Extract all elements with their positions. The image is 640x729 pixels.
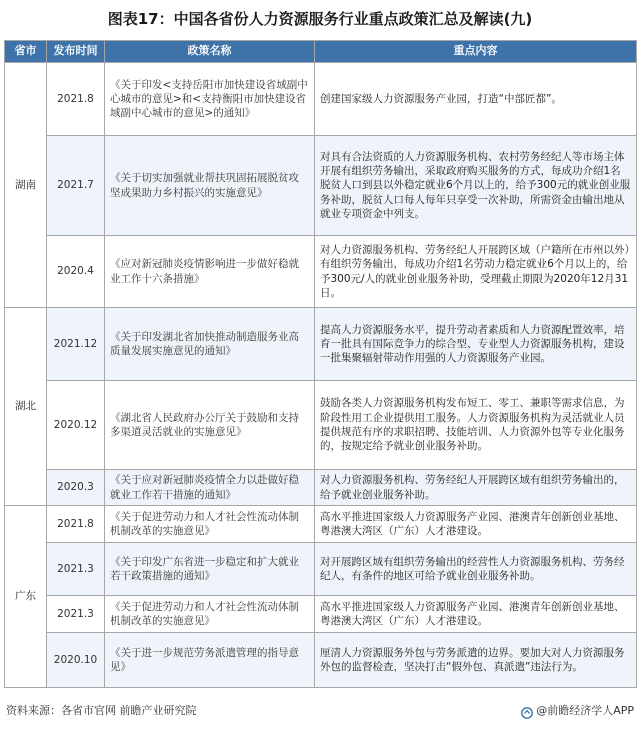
table-row xyxy=(5,308,637,381)
province-cell-hubei: 湖北 xyxy=(5,308,47,506)
header-key-content: 重点内容 xyxy=(315,41,637,63)
page-title: 图表17：中国各省份人力资源服务行业重点政策汇总及解读(九) xyxy=(107,10,533,28)
province-cell-guangdong: 广东 xyxy=(5,506,47,688)
policy-table xyxy=(4,40,637,688)
table-row xyxy=(5,63,637,136)
row-key-content: 高水平推进国家级人力资源服务产业园、港澳青年创新创业基地、粤港澳大湾区（广东）人才港建设。 xyxy=(315,596,637,633)
row-key-content: 对人力资源服务机构、劳务经纪人开展跨区域（户籍所在市州以外）有组织劳务输出，每成功介绍1名劳动力稳定就业6个月以上的，给予300元/人的就业创业服务补助，受理截止期限为2020年12月31日。 xyxy=(315,236,637,308)
table-row xyxy=(5,236,637,308)
row-policy-name: 《关于促进劳动力和人才社会性流动体制机制改革的实施意见》 xyxy=(105,506,315,543)
row-time: 2021.3 xyxy=(47,596,105,633)
header-time: 发布时间 xyxy=(47,41,105,63)
header-province: 省市 xyxy=(5,41,47,63)
row-key-content: 创建国家级人力资源服务产业园，打造“中部匠都”。 xyxy=(315,63,637,136)
table-row xyxy=(5,136,637,236)
table-row xyxy=(5,506,637,543)
row-policy-name: 《关于切实加强就业帮扶巩固拓展脱贫攻坚成果助力乡村振兴的实施意见》 xyxy=(105,136,315,236)
row-policy-name: 《关于印发广东省进一步稳定和扩大就业若干政策措施的通知》 xyxy=(105,543,315,596)
brand-credit xyxy=(521,700,634,722)
row-time: 2020.3 xyxy=(47,470,105,506)
row-time: 2021.8 xyxy=(47,506,105,543)
row-time: 2021.3 xyxy=(47,543,105,596)
table-row xyxy=(5,596,637,633)
row-policy-name: 《湖北省人民政府办公厅关于鼓励和支持多渠道灵活就业的实施意见》 xyxy=(105,381,315,470)
header-policy-name: 政策名称 xyxy=(105,41,315,63)
row-policy-name: 《关于进一步规范劳务派遣管理的指导意见》 xyxy=(105,633,315,688)
row-policy-name: 《关于印发<支持岳阳市加快建设省域副中心城市的意见>和<支持衡阳市加快建设省域副中心城市的意见>的通知》 xyxy=(105,63,315,136)
row-policy-name: 《关于应对新冠肺炎疫情全力以赴做好稳就业工作若干措施的通知》 xyxy=(105,470,315,506)
row-key-content: 厘清人力资源服务外包与劳务派遣的边界。要加大对人力资源服务外包的监督检查，坚决打击“假外包、真派遣”违法行为。 xyxy=(315,633,637,688)
row-key-content: 对具有合法资质的人力资源服务机构、农村劳务经纪人等市场主体开展有组织劳务输出，采取政府购买服务的方式，每成功介绍1名脱贫人口到县以外稳定就业6个月以上的，给予300元的就业创业服务补助，脱贫人口每人每年只享受一次补助，所需资金由输出地从就业专项资金中列支。 xyxy=(315,136,637,236)
row-time: 2020.4 xyxy=(47,236,105,308)
row-time: 2020.12 xyxy=(47,381,105,470)
row-time: 2021.7 xyxy=(47,136,105,236)
table-row xyxy=(5,543,637,596)
brand-label: @前瞻经济学人APP xyxy=(536,704,634,717)
row-policy-name: 《关于促进劳动力和人才社会性流动体制机制改革的实施意见》 xyxy=(105,596,315,633)
row-time: 2020.10 xyxy=(47,633,105,688)
row-key-content: 对开展跨区域有组织劳务输出的经营性人力资源服务机构、劳务经纪人，有条件的地区可给予就业创业服务补助。 xyxy=(315,543,637,596)
source-note: 资料来源：各省市官网 前瞻产业研究院 xyxy=(6,704,197,717)
province-cell-hunan: 湖南 xyxy=(5,63,47,308)
table-row xyxy=(5,381,637,470)
table-row xyxy=(5,470,637,506)
row-key-content: 对人力资源服务机构、劳务经纪人开展跨区域有组织劳务输出的，给予就业创业服务补助。 xyxy=(315,470,637,506)
row-policy-name: 《关于印发湖北省加快推动制造服务业高质量发展实施意见的通知》 xyxy=(105,308,315,381)
footer xyxy=(0,700,640,722)
qianzhan-logo-icon xyxy=(521,705,533,717)
table-header-row xyxy=(5,41,637,63)
row-policy-name: 《应对新冠肺炎疫情影响进一步做好稳就业工作十六条措施》 xyxy=(105,236,315,308)
row-time: 2021.12 xyxy=(47,308,105,381)
row-key-content: 高水平推进国家级人力资源服务产业园、港澳青年创新创业基地、粤港澳大湾区（广东）人才港建设。 xyxy=(315,506,637,543)
table-row xyxy=(5,633,637,688)
row-key-content: 提高人力资源服务水平，提升劳动者素质和人力资源配置效率，培育一批具有国际竞争力的综合型、专业型人力资源服务机构，建设一批集聚辐射带动作用强的人力资源服务产业园。 xyxy=(315,308,637,381)
row-key-content: 鼓励各类人力资源服务机构发布短工、零工、兼职等需求信息，为阶段性用工企业提供用工服务。人力资源服务机构为灵活就业人员提供规范有序的求职招聘、技能培训、人力资源外包等专业化服务的，按规定给予就业创业服务补助。 xyxy=(315,381,637,470)
row-time: 2021.8 xyxy=(47,63,105,136)
